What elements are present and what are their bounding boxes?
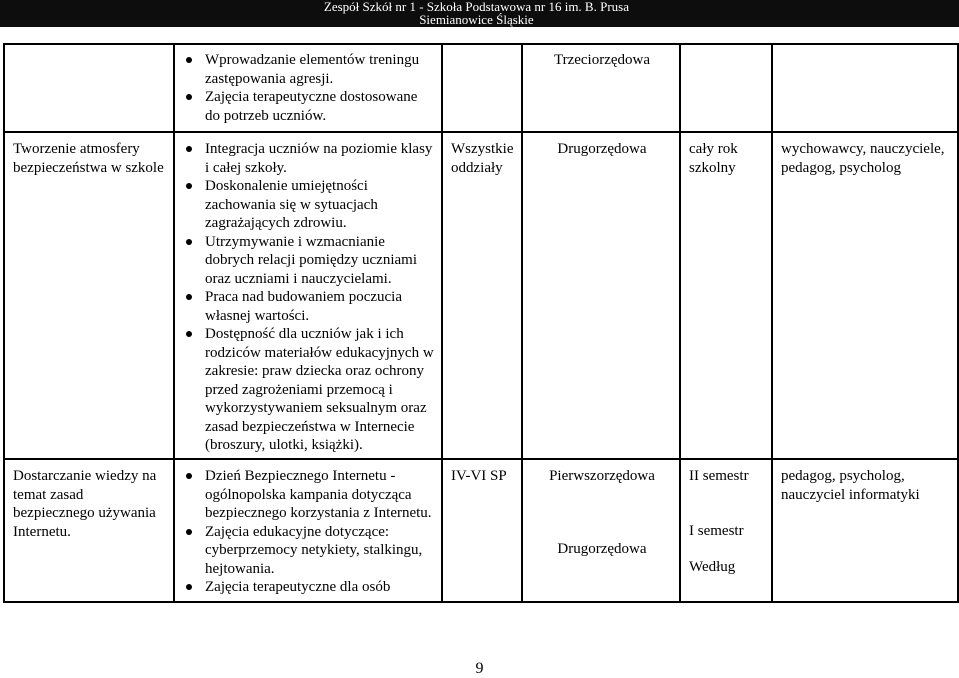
priority-cell [522,44,680,132]
classes-cell: Wszystkie oddziały [442,132,522,459]
task-item: Utrzymywanie i wzmacnianie dobrych relacji pomiędzy uczniami oraz uczniami i nauczycielami. [205,233,435,289]
responsible-cell: pedagog, psycholog, nauczyciel informatyki [772,459,958,602]
goal-cell: Tworzenie atmosfery bezpieczeństwa w szkole [4,132,174,459]
goal-cell: Dostarczanie wiedzy na temat zasad bezpiecznego używania Internetu. [4,459,174,602]
responsible-cell [772,44,958,132]
priority-value: Trzeciorzędowa [553,52,651,68]
table-row [4,459,958,602]
tasks-cell [174,459,442,602]
task-item: Zajęcia terapeutyczne dostosowane do potrzeb uczniów. [205,88,435,125]
task-item: Wprowadzanie elementów treningu zastępowania agresji. [205,51,435,88]
responsible-cell: wychowawcy, nauczyciele, pedagog, psycholog [772,132,958,459]
tasks-cell [174,44,442,132]
term-cell [680,459,772,602]
school-name: Zespół Szkół nr 1 - Szkoła Podstawowa nr 16 im. B. Prusa [323,0,629,14]
classes-cell: IV-VI SP [442,459,522,602]
table-row [4,44,958,132]
task-item: Dostępność dla uczniów jak i ich rodziców materiałów edukacyjnych w zakresie: praw dziecka oraz ochrony przed zagrożeniami przemocą i wykorzystywaniem seksualnym oraz zasad bezpieczeństwa w Internecie (broszury, ulotki, książki). [205,326,434,453]
school-city: Siemianowice Śląskie [419,12,534,27]
priority-value: Drugorzędowa [557,141,647,157]
term-value: II semestr [689,468,749,484]
task-item: Zajęcia edukacyjne dotyczące: cyberprzemocy netykiety, stalkingu, hejtowania. [205,523,435,579]
term-value: Według [689,559,736,575]
table-row [4,132,958,459]
classes-cell [442,44,522,132]
page-number: 9 [475,660,484,677]
tasks-cell [174,132,442,459]
page-header [0,0,959,27]
term-cell [680,132,772,459]
priority-value: Drugorzędowa [557,540,647,557]
task-item: Zajęcia terapeutyczne dla osób [205,578,435,597]
term-cell [680,44,772,132]
term-value: cały rok szkolny [689,141,738,176]
term-value: I semestr [689,522,744,539]
priority-value: Pierwszorzędowa [549,468,655,484]
task-item: Integracja uczniów na poziomie klasy i całej szkoły. [205,140,435,177]
task-item: Doskonalenie umiejętności zachowania się w sytuacjach zagrażających zdrowiu. [205,177,435,233]
priority-cell [522,459,680,602]
goal-cell [4,44,174,132]
task-item: Dzień Bezpiecznego Internetu - ogólnopolska kampania dotycząca bezpiecznego korzystania z Internetu. [205,467,435,523]
plan-table [3,43,959,603]
task-item: Praca nad budowaniem poczucia własnej wartości. [205,288,435,325]
priority-cell [522,132,680,459]
